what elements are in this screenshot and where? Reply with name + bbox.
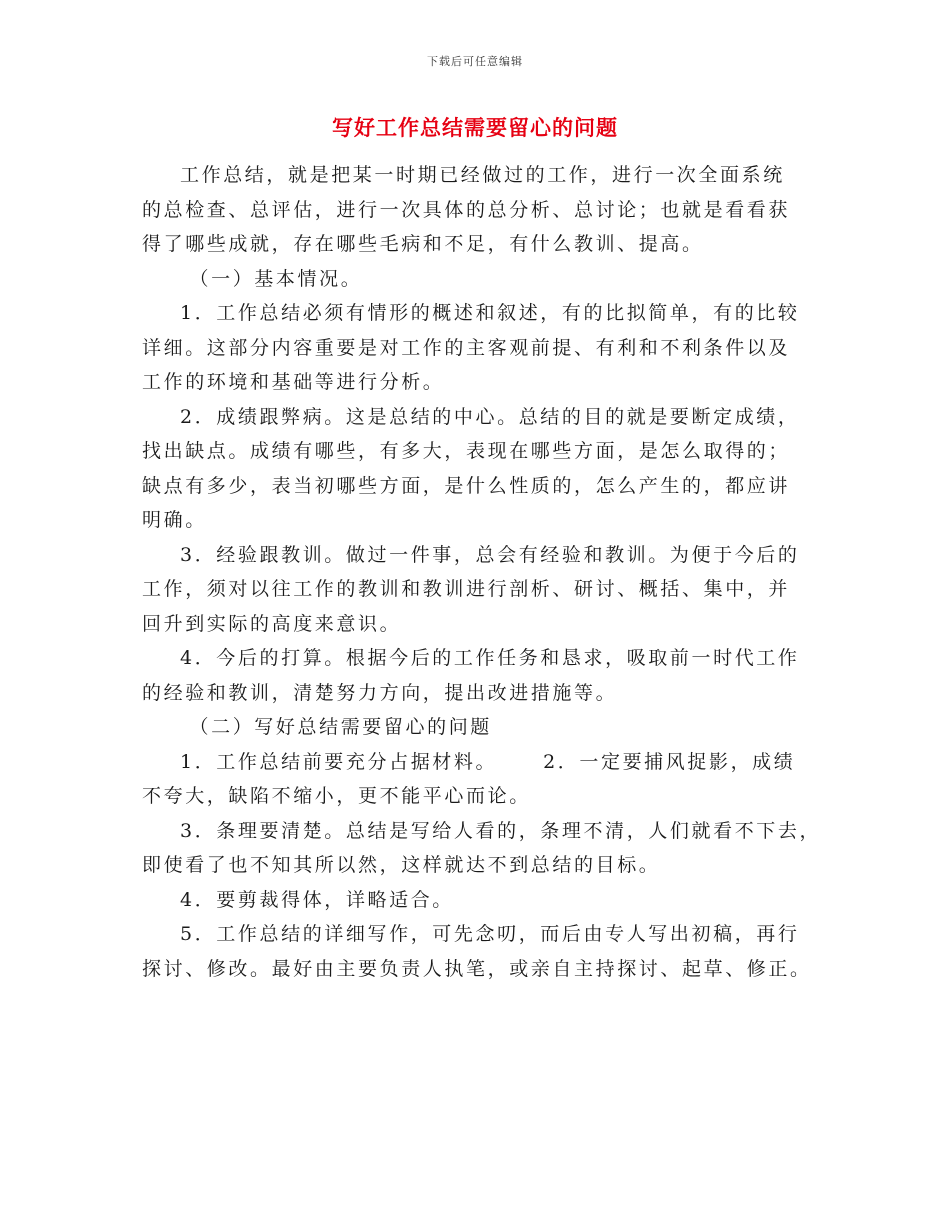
section-heading-basic: [142, 262, 822, 297]
text-line: 4．要剪裁得体，详略适合。: [180, 888, 454, 911]
text-line: 的经验和教训，清楚努力方向，提出改进措施等。: [142, 681, 618, 704]
paragraph-item-1: [142, 296, 822, 400]
text-line: 工作的环境和基础等进行分析。: [142, 371, 445, 393]
text-line: 5．工作总结的详细写作，可先念叨，而后由专人写出初稿，再行: [180, 923, 800, 945]
paragraph-problem-5: [142, 917, 822, 986]
text-line: 1．工作总结必须有情形的概述和叙述，有的比拟简单，有的比较: [180, 302, 800, 324]
text-line: 工作总结，就是把某一时期已经做过的工作，进行一次全面系统: [180, 164, 785, 186]
text-line: 3．条理要清楚。总结是写给人看的，条理不清，人们就看不下去，: [180, 819, 822, 842]
text-segment: 1．工作总结前要充分占据材料。: [180, 750, 498, 773]
paragraph-problem-4: [142, 883, 822, 918]
text-line: 找出缺点。成绩有哪些，有多大，表现在哪些方面，是怎么取得的；: [142, 440, 791, 462]
text-line: 即使看了也不知其所以然，这样就达不到总结的目标。: [142, 854, 661, 876]
paragraph-problem-3: [142, 814, 822, 883]
paragraph-item-3: [142, 538, 822, 642]
text-line: 详细。这部分内容重要是对工作的主客观前提、有利和不利条件以及: [142, 336, 791, 359]
paragraph-problem-1-2: [142, 745, 822, 814]
text-line: 2．成绩跟弊病。这是总结的中心。总结的目的就是要断定成绩，: [180, 405, 800, 428]
text-line: 工作，须对以往工作的教训和教训进行剖析、研讨、概括、集中，并: [142, 578, 791, 600]
header-note: 下载后可任意编辑: [427, 55, 523, 68]
text-line: （二）写好总结需要留心的问题: [189, 716, 492, 738]
text-line: 回升到实际的高度来意识。: [142, 612, 402, 635]
text-line: 探讨、修改。最好由主要负责人执笔，或亲自主持探讨、起草、修正。: [142, 957, 812, 980]
text-line: 的总检查、总评估，进行一次具体的总分析、总讨论；也就是看看获: [142, 198, 791, 221]
text-line: 得了哪些成就，存在哪些毛病和不足，有什么教训、提高。: [142, 233, 704, 255]
paragraph-item-2: [142, 400, 822, 538]
section-heading-problems: [142, 710, 822, 745]
text-line: 3．经验跟教训。做过一件事，总会有经验和教训。为便于今后的: [180, 543, 800, 566]
document-body: [142, 158, 822, 986]
paragraph-item-4: [142, 641, 822, 710]
text-segment: 2．一定要捕风捉影，成绩: [543, 750, 796, 773]
paragraph-intro: [142, 158, 822, 262]
text-line: 不夸大，缺陷不缩小，更不能平心而论。: [142, 785, 531, 807]
document-title: 写好工作总结需要留心的问题: [332, 115, 618, 140]
text-line: 缺点有多少，表当初哪些方面，是什么性质的，怎么产生的，都应讲: [142, 474, 791, 497]
text-line: [142, 745, 822, 780]
text-line: 明确。: [142, 509, 207, 531]
text-line: 4．今后的打算。根据今后的工作任务和恳求，吸取前一时代工作: [180, 647, 800, 669]
text-line: （一）基本情况。: [189, 267, 363, 290]
